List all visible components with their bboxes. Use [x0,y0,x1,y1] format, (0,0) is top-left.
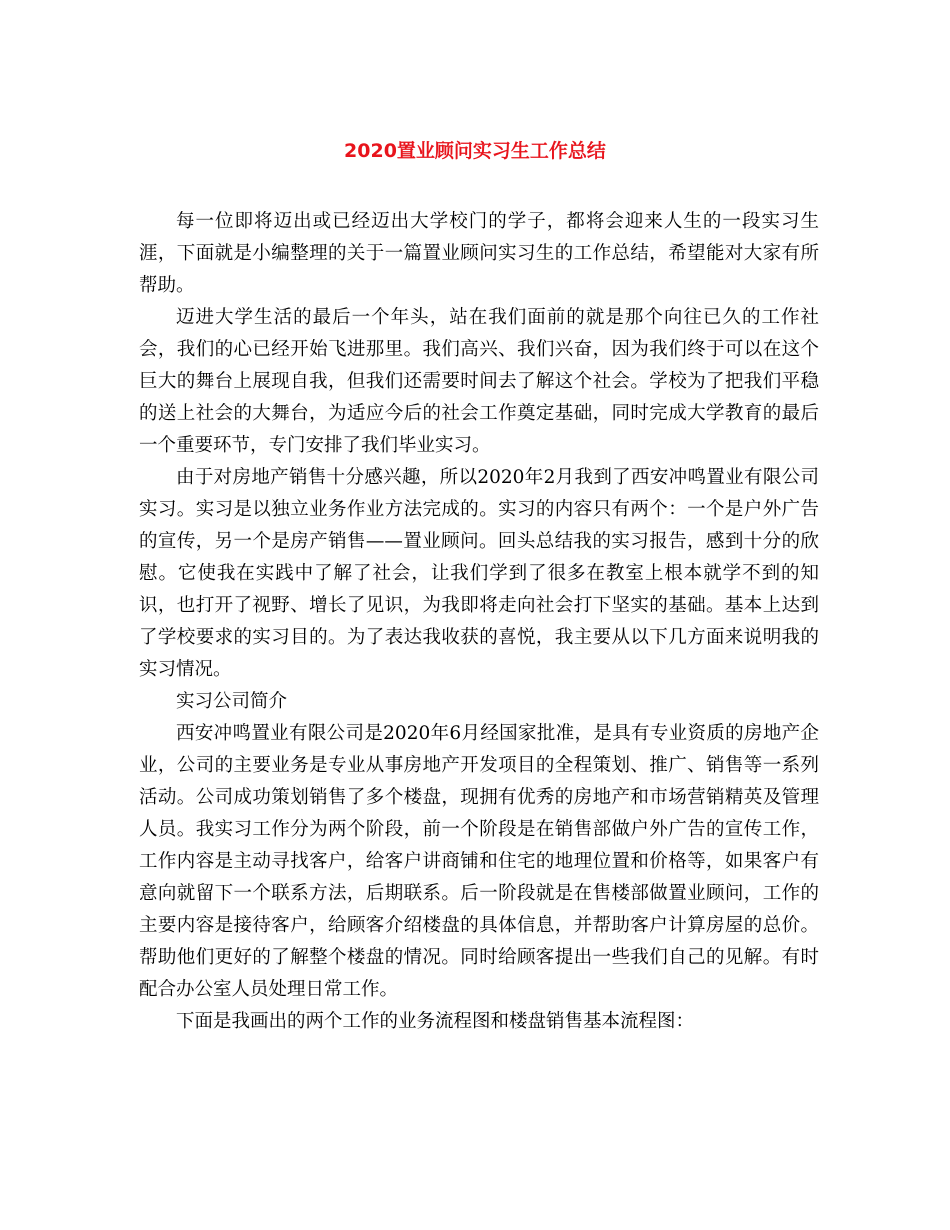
section-heading-company-intro: 实习公司简介 [176,691,288,712]
paragraph-flowchart-intro: 下面是我画出的两个工作的业务流程图和楼盘销售基本流程图： [176,1011,695,1032]
document-title: 2020置业顾问实习生工作总结 [344,140,606,162]
paragraph-intro: 每一位即将迈出或已经迈出大学校门的学子，都将会迎来人生的一段实习生涯，下面就是小编整理的关于一篇置业顾问实习生的工作总结，希望能对大家有所帮助。 [139,211,819,296]
paragraph-background: 迈进大学生活的最后一个年头，站在我们面前的就是那个向往已久的工作社会，我们的心已经开始飞进那里。我们高兴、我们兴奋，因为我们终于可以在这个巨大的舞台上展现自我，但我们还需要时间去了解这个社会。学校为了把我们平稳的送上社会的大舞台，为适应今后的社会工作奠定基础，同时完成大学教育的最后一个重要环节，专门安排了我们毕业实习。 [139,307,819,456]
paragraph-company-intro: 西安冲鸣置业有限公司是2020年6月经国家批准，是具有专业资质的房地产企业，公司的主要业务是专业从事房地产开发项目的全程策划、推广、销售等一系列活动。公司成功策划销售了多个楼盘，现拥有优秀的房地产和市场营销精英及管理人员。我实习工作分为两个阶段，前一个阶段是在销售部做户外广告的宣传工作，工作内容是主动寻找客户，给客户讲商铺和住宅的地理位置和价格等，如果客户有意向就留下一个联系方法，后期联系。后一阶段就是在售楼部做置业顾问，工作的主要内容是接待客户，给顾客介绍楼盘的具体信息，并帮助客户计算房屋的总价。帮助他们更好的了解整个楼盘的情况。同时给顾客提出一些我们自己的见解。有时配合办公室人员处理日常工作。 [139,723,819,1000]
paragraph-internship-overview: 由于对房地产销售十分感兴趣，所以2020年2月我到了西安冲鸣置业有限公司实习。实习是以独立业务作业方法完成的。实习的内容只有两个：一个是户外广告的宣传，另一个是房产销售——置业顾问。回头总结我的实习报告，感到十分的欣慰。它使我在实践中了解了社会，让我们学到了很多在教室上根本就学不到的知识，也打开了视野、增长了见识，为我即将走向社会打下坚实的基础。基本上达到了学校要求的实习目的。为了表达我收获的喜悦，我主要从以下几方面来说明我的实习情况。 [139,467,819,680]
document-body [139,206,819,1038]
